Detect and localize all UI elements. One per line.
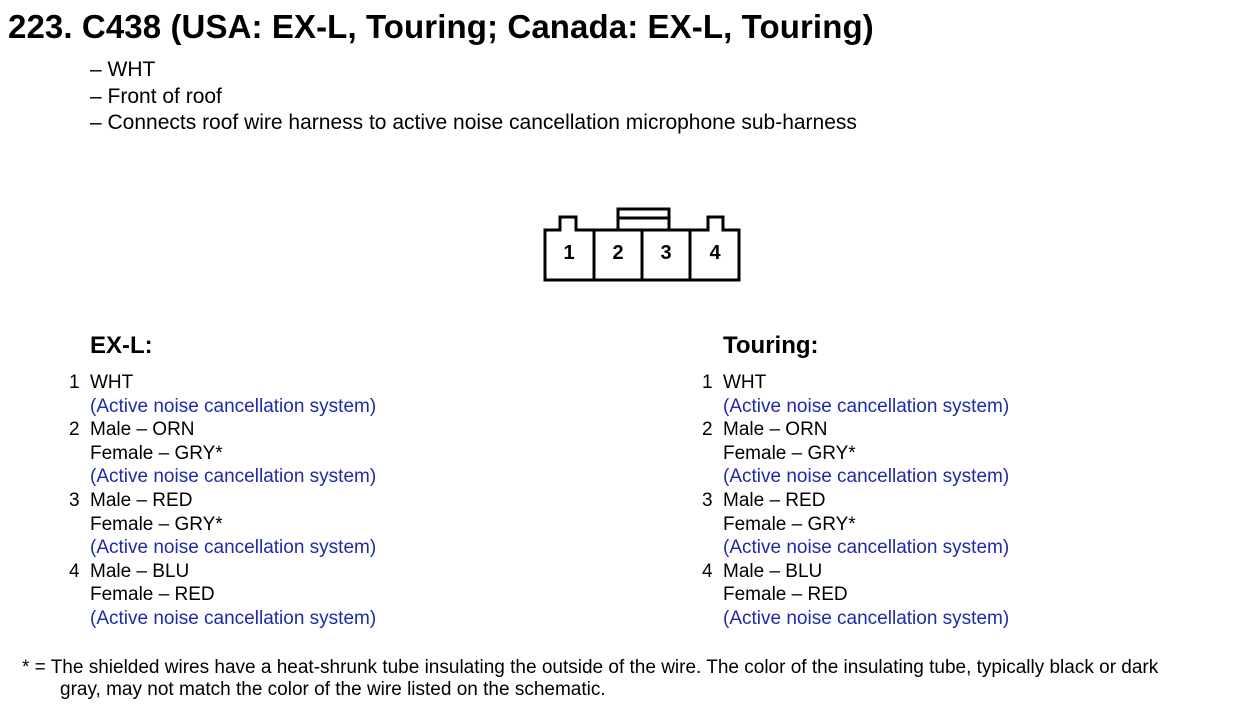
connector-diagram xyxy=(542,205,744,290)
touring-heading: Touring: xyxy=(723,332,819,359)
pin-number: 2 xyxy=(69,419,80,441)
touring-pin-1 xyxy=(695,371,1246,418)
exl-pin-4 xyxy=(62,560,622,631)
note-connects: – Connects roof wire harness to active noise cancellation microphone sub-harness xyxy=(90,111,857,134)
wire-color-female: Female – GRY* xyxy=(723,513,856,535)
exl-pin-3 xyxy=(62,489,622,560)
pin-number: 2 xyxy=(702,419,713,441)
exl-pinout xyxy=(62,331,622,631)
wire-color-female: Female – GRY* xyxy=(723,442,856,464)
system-name: (Active noise cancellation system) xyxy=(90,607,377,629)
exl-pin-2 xyxy=(62,418,622,489)
pin-number: 1 xyxy=(69,372,80,393)
system-name: (Active noise cancellation system) xyxy=(90,395,377,417)
page-title: 223. C438 (USA: EX-L, Touring; Canada: EX-L, Touring) xyxy=(8,8,874,45)
wire-color-male: Male – BLU xyxy=(90,560,190,582)
touring-pin-4 xyxy=(695,560,1246,631)
wire-color-female: Female – RED xyxy=(723,584,848,606)
pin-4-label: 4 xyxy=(709,242,721,264)
pin-1-label: 1 xyxy=(563,242,575,264)
pin-number: 4 xyxy=(702,560,713,582)
system-name: (Active noise cancellation system) xyxy=(723,607,1010,629)
note-location: – Front of roof xyxy=(90,84,222,108)
wire-color-female: Female – GRY* xyxy=(90,513,223,535)
wire-color-male: Male – BLU xyxy=(723,560,823,582)
wire-color: WHT xyxy=(90,372,134,393)
wire-color-male: Male – RED xyxy=(90,489,193,511)
wire-color-female: Female – RED xyxy=(90,584,215,606)
system-name: (Active noise cancellation system) xyxy=(90,537,377,559)
pin-2-label: 2 xyxy=(612,242,624,264)
connector-face-icon xyxy=(542,205,744,285)
touring-pinout xyxy=(695,331,1246,631)
system-name: (Active noise cancellation system) xyxy=(723,537,1010,559)
pin-number: 1 xyxy=(702,372,713,393)
wire-color-male: Male – ORN xyxy=(90,419,195,441)
connector-notes xyxy=(90,57,857,137)
wire-color: WHT xyxy=(723,372,767,393)
touring-pin-2 xyxy=(695,418,1246,489)
footnote-line-2: gray, may not match the color of the wire listed on the schematic. xyxy=(60,679,606,700)
system-name: (Active noise cancellation system) xyxy=(723,466,1010,488)
pin-number: 4 xyxy=(69,560,80,582)
pin-number: 3 xyxy=(69,489,80,511)
system-name: (Active noise cancellation system) xyxy=(90,466,377,488)
note-color: – WHT xyxy=(90,58,156,81)
system-name: (Active noise cancellation system) xyxy=(723,395,1010,417)
exl-pin-1 xyxy=(62,371,622,418)
wire-color-female: Female – GRY* xyxy=(90,442,223,464)
exl-heading: EX-L: xyxy=(90,332,153,359)
wire-color-male: Male – ORN xyxy=(723,419,828,441)
pin-3-label: 3 xyxy=(660,242,672,264)
pin-number: 3 xyxy=(702,489,713,511)
wire-color-male: Male – RED xyxy=(723,489,826,511)
footnote-line-1: * = The shielded wires have a heat-shrunk tube insulating the outside of the wire. The color of the insulating tube, typically black or dark xyxy=(22,657,1159,678)
footnote xyxy=(22,657,1242,701)
touring-pin-3 xyxy=(695,489,1246,560)
